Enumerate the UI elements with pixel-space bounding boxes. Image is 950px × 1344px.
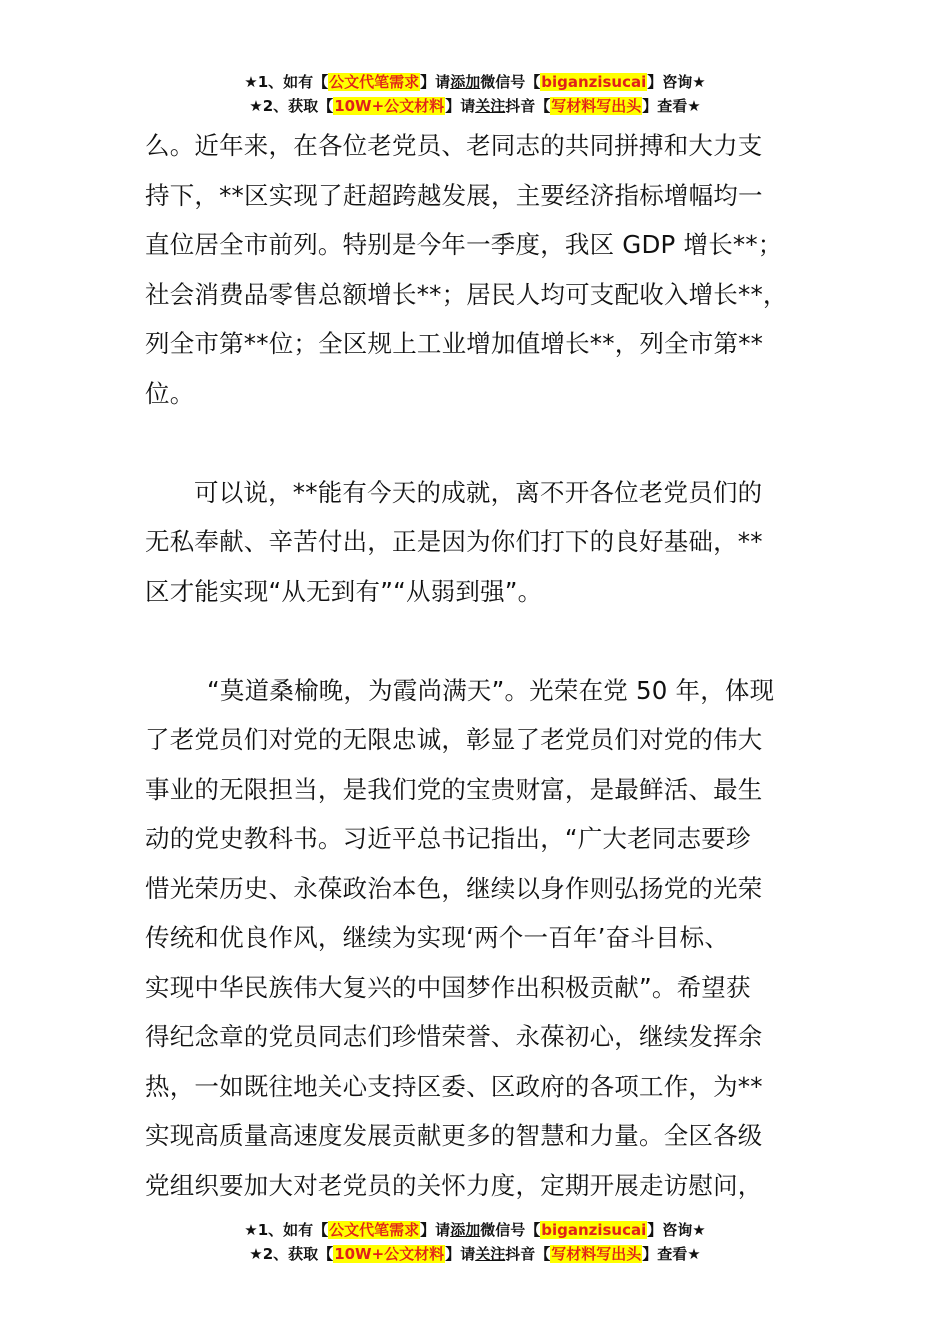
text-line: 区才能实现“从无到有”“从弱到强”。 <box>145 576 543 606</box>
text-line: 热，一如既往地关心支持区委、区政府的各项工作，为** <box>145 1071 763 1101</box>
banner-highlight: biganzisucai <box>541 73 647 91</box>
paragraph-gap <box>145 616 815 666</box>
text-line: 位。 <box>145 378 195 408</box>
banner-line-2: ★2、获取【10W+公文材料】请关注抖音【写材料写出头】查看★ <box>249 1245 701 1263</box>
text-line: 持下，**区实现了赶超跨越发展，主要经济指标增幅均一 <box>145 180 763 210</box>
text-line: 社会消费品零售总额增长**；居民人均可支配收入增长**， <box>145 279 788 309</box>
text-line: 么。近年来，在各位老党员、老同志的共同拼搏和大力支 <box>145 131 763 160</box>
footer-banner <box>0 1218 950 1266</box>
banner-highlight: 10W+公文材料 <box>334 1245 445 1263</box>
document-body <box>145 121 815 1210</box>
text-line: 无私奉献、辛苦付出，正是因为你们打下的良好基础，** <box>145 527 763 556</box>
paragraph-3 <box>145 666 815 1211</box>
text-line: 实现高质量高速度发展贡献更多的智慧和力量。全区各级 <box>145 1121 763 1150</box>
text-line: “莫道桑榆晚，为霞尚满天”。光荣在党 50 年，体现 <box>207 675 775 705</box>
header-banner <box>0 70 950 118</box>
text-line: 得纪念章的党员同志们珍惜荣誉、永葆初心，继续发挥余 <box>145 1022 763 1051</box>
banner-highlight: biganzisucai <box>541 1221 647 1239</box>
text-line: 实现中华民族伟大复兴的中国梦作出积极贡献”。希望获 <box>145 972 751 1002</box>
banner-line-1: ★1、如有【公文代笔需求】请添加微信号【biganzisucai】咨询★ <box>244 1221 706 1239</box>
banner-highlight: 写材料写出头 <box>551 97 642 115</box>
paragraph-gap <box>145 418 815 468</box>
banner-highlight: 10W+公文材料 <box>334 97 445 115</box>
text-line: 直位居全市前列。特别是今年一季度，我区 GDP 增长**； <box>145 230 783 259</box>
banner-line-2: ★2、获取【10W+公文材料】请关注抖音【写材料写出头】查看★ <box>249 97 701 115</box>
text-line: 列全市第**位；全区规上工业增加值增长**，列全市第** <box>145 329 764 358</box>
text-line: 惜光荣历史、永葆政治本色，继续以身作则弘扬党的光荣 <box>145 873 763 903</box>
text-line: 传统和优良作风，继续为实现‘两个一百年’奋斗目标、 <box>145 923 730 952</box>
banner-highlight: 公文代笔需求 <box>329 1221 420 1239</box>
paragraph-2 <box>145 468 815 617</box>
text-line: 动的党史教科书。习近平总书记指出，“广大老同志要珍 <box>145 824 751 853</box>
text-line: 可以说，**能有今天的成就，离不开各位老党员们的 <box>194 477 763 507</box>
banner-highlight: 写材料写出头 <box>551 1245 642 1263</box>
banner-highlight: 公文代笔需求 <box>329 73 420 91</box>
paragraph-1 <box>145 121 815 418</box>
banner-line-1: ★1、如有【公文代笔需求】请添加微信号【biganzisucai】咨询★ <box>244 73 706 91</box>
text-line: 党组织要加大对老党员的关怀力度，定期开展走访慰问， <box>145 1170 763 1200</box>
text-line: 了老党员们对党的无限忠诚，彰显了老党员们对党的伟大 <box>145 725 763 754</box>
text-line: 事业的无限担当，是我们党的宝贵财富，是最鲜活、最生 <box>145 774 763 804</box>
